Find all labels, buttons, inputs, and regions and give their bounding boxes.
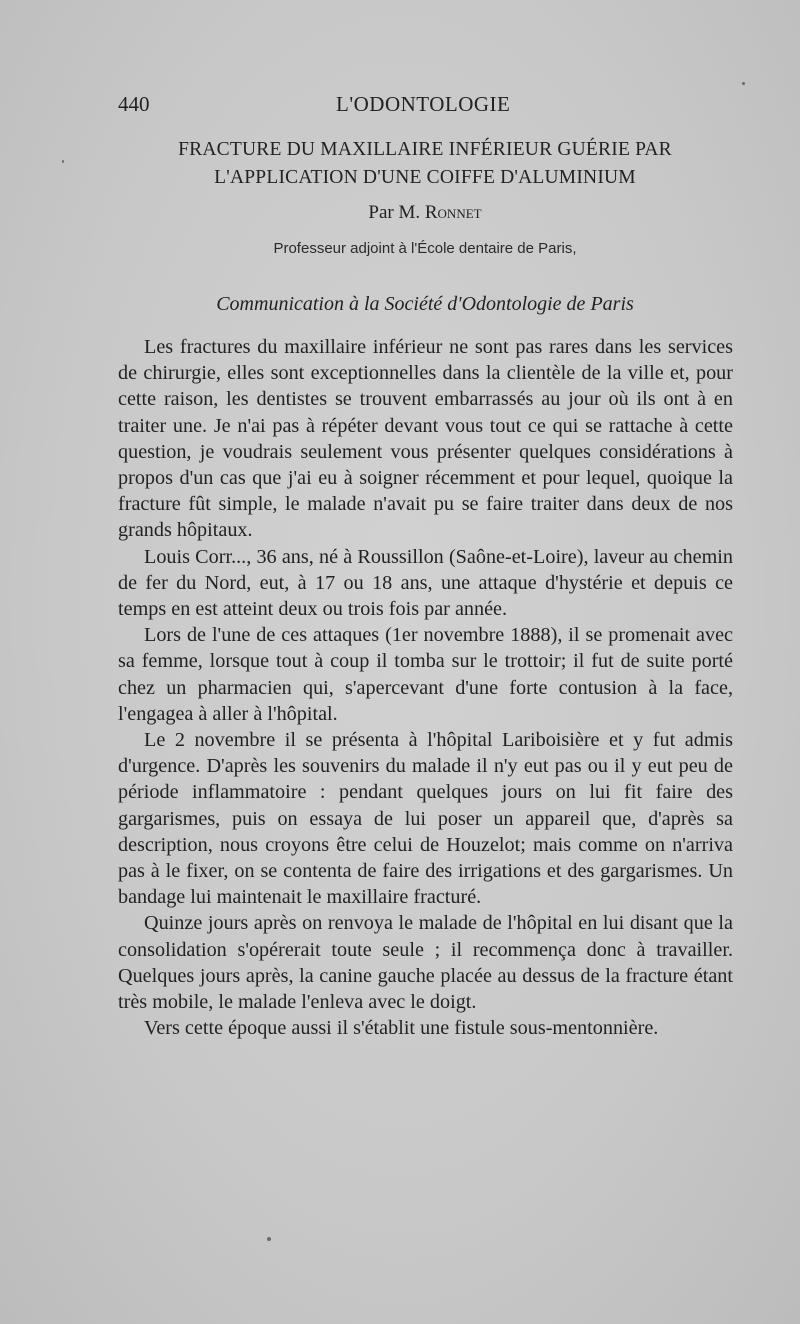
paper-speck <box>62 160 64 163</box>
paragraph: Quinze jours après on renvoya le malade de l'hôpital en lui disant que la consolidation s'opérerait toute seule ; il recommença donc à travailler. Quelques jours après, la canine gauche placée au dessus de la fracture étant très mobile, le malade l'enleva avec le doigt. <box>118 912 733 1014</box>
author-line <box>118 202 732 224</box>
page-number: 440 <box>118 92 150 116</box>
paragraph: Lors de l'une de ces attaques (1er novembre 1888), il se promenait avec sa femme, lorsque tout à coup il tomba sur le trottoir; il fut de suite porté chez un pharmacien qui, s'apercevant d'une forte contusion à la face, l'engagea à aller à l'hôpital. <box>118 624 733 725</box>
article-title <box>118 136 732 192</box>
article-title-line-2: L'APPLICATION D'UNE COIFFE D'ALUMINIUM <box>214 167 636 188</box>
author-prefix: Par M. <box>368 202 421 223</box>
paragraph: Louis Corr..., 36 ans, né à Roussillon (Saône-et-Loire), laveur au chemin de fer du Nord, eut, à 17 ou 18 ans, une attaque d'hystérie et depuis ce temps en est atteint deux ou trois fois par année. <box>118 545 733 621</box>
author-affiliation: Professeur adjoint à l'École dentaire de Paris, <box>273 240 577 257</box>
article-title-line-1: FRACTURE DU MAXILLAIRE INFÉRIEUR GUÉRIE PAR <box>178 139 672 160</box>
author-name: Ronnet <box>424 202 482 223</box>
paragraph: Le 2 novembre il se présenta à l'hôpital Lariboisière et y fut admis d'urgence. D'après les souvenirs du malade il n'y eut pas ou il y eut peu de période inflammatoire : pendant quelques jours on lui fit faire des gargarismes, puis on essaya de lui poser un appareil que, d'après sa description, nous croyons être celui de Houzelot; mais comme on n'arriva pas à le fixer, on se contenta de faire des irrigations et des gargarismes. Un bandage lui maintenait le maxillaire fracturé. <box>118 729 733 909</box>
paper-speck <box>742 82 745 85</box>
article-body <box>118 334 733 1041</box>
paper-speck <box>267 1237 271 1241</box>
journal-name: L'ODONTOLOGIE <box>336 92 511 116</box>
paragraph: Vers cette époque aussi il s'établit une fistule sous-mentonnière. <box>144 1017 659 1040</box>
paragraph: Les fractures du maxillaire inférieur ne sont pas rares dans les services de chirurgie, elles sont exceptionnelles dans la clientèle de la ville et, pour cette raison, les dentistes se trouvent embarrassés au jour où ils ont à en traiter une. Je n'ai pas à répéter devant vous tout ce qui se rattache à cette question, je voudrais seulement vous présenter quelques considérations à propos d'un cas que j'ai eu à soigner récemment et pour lequel, quoique la fracture fût simple, le malade n'avait pu se faire traiter dans deux de nos grands hôpitaux. <box>118 336 733 542</box>
running-head <box>118 92 732 122</box>
communication-note: Communication à la Société d'Odontologie de Paris <box>216 293 634 315</box>
